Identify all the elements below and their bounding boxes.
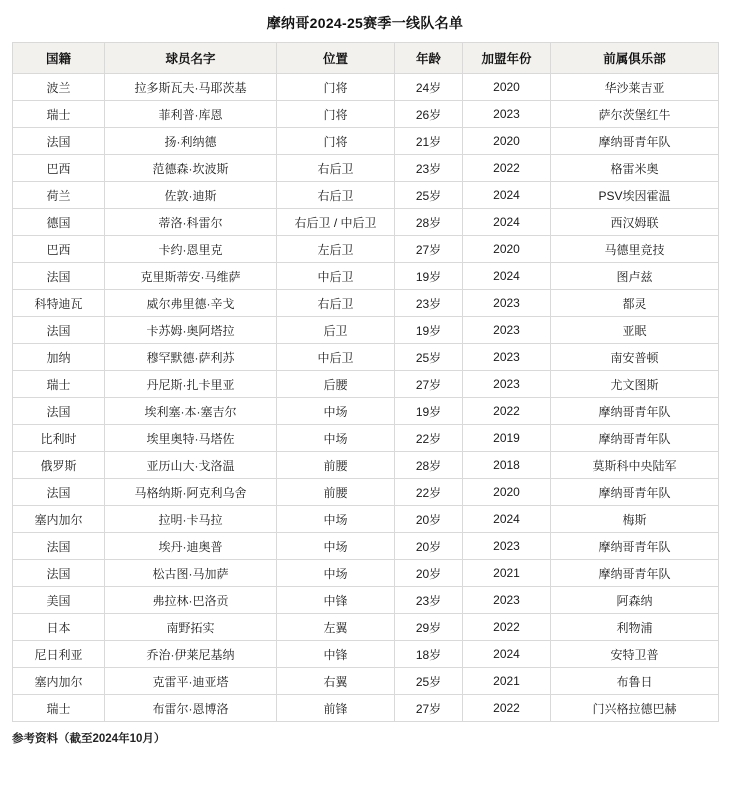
cell-position: 右翼	[277, 668, 395, 695]
cell-previous-club: 莫斯科中央陆军	[551, 452, 719, 479]
cell-player-name: 威尔弗里德·辛戈	[105, 290, 277, 317]
cell-position: 中场	[277, 506, 395, 533]
cell-previous-club: 摩纳哥青年队	[551, 425, 719, 452]
cell-join-year: 2021	[463, 668, 551, 695]
table-row	[13, 317, 719, 344]
table-row	[13, 614, 719, 641]
cell-player-name: 克里斯蒂安·马维萨	[105, 263, 277, 290]
table-row	[13, 398, 719, 425]
cell-nationality: 法国	[13, 533, 105, 560]
cell-age: 20岁	[395, 506, 463, 533]
cell-join-year: 2022	[463, 614, 551, 641]
cell-age: 20岁	[395, 560, 463, 587]
cell-player-name: 穆罕默德·萨利苏	[105, 344, 277, 371]
table-row	[13, 290, 719, 317]
cell-previous-club: 摩纳哥青年队	[551, 479, 719, 506]
cell-age: 23岁	[395, 155, 463, 182]
cell-previous-club: 都灵	[551, 290, 719, 317]
cell-age: 27岁	[395, 695, 463, 722]
cell-join-year: 2024	[463, 263, 551, 290]
table-row	[13, 425, 719, 452]
cell-position: 前锋	[277, 695, 395, 722]
cell-player-name: 南野拓实	[105, 614, 277, 641]
cell-nationality: 法国	[13, 479, 105, 506]
cell-player-name: 卡约·恩里克	[105, 236, 277, 263]
cell-nationality: 瑞士	[13, 101, 105, 128]
cell-join-year: 2018	[463, 452, 551, 479]
cell-nationality: 德国	[13, 209, 105, 236]
cell-position: 中锋	[277, 641, 395, 668]
cell-nationality: 荷兰	[13, 182, 105, 209]
cell-join-year: 2024	[463, 506, 551, 533]
table-body	[13, 74, 719, 722]
cell-age: 23岁	[395, 290, 463, 317]
cell-position: 后卫	[277, 317, 395, 344]
cell-player-name: 埃利塞·本·塞吉尔	[105, 398, 277, 425]
cell-position: 前腰	[277, 479, 395, 506]
table-row	[13, 182, 719, 209]
cell-join-year: 2024	[463, 641, 551, 668]
cell-join-year: 2024	[463, 209, 551, 236]
cell-nationality: 法国	[13, 317, 105, 344]
cell-previous-club: 萨尔茨堡红牛	[551, 101, 719, 128]
cell-nationality: 瑞士	[13, 371, 105, 398]
footnote-text: 参考资料（截至2024年10月）	[12, 733, 166, 745]
cell-player-name: 乔治·伊莱尼基纳	[105, 641, 277, 668]
cell-join-year: 2023	[463, 533, 551, 560]
cell-nationality: 美国	[13, 587, 105, 614]
cell-position: 中后卫	[277, 344, 395, 371]
roster-table	[12, 42, 719, 722]
cell-previous-club: 摩纳哥青年队	[551, 128, 719, 155]
cell-nationality: 巴西	[13, 155, 105, 182]
cell-age: 25岁	[395, 668, 463, 695]
cell-previous-club: 马德里竞技	[551, 236, 719, 263]
cell-age: 24岁	[395, 74, 463, 101]
cell-nationality: 科特迪瓦	[13, 290, 105, 317]
cell-join-year: 2020	[463, 74, 551, 101]
cell-previous-club: 利物浦	[551, 614, 719, 641]
cell-age: 19岁	[395, 317, 463, 344]
cell-position: 门将	[277, 128, 395, 155]
cell-nationality: 波兰	[13, 74, 105, 101]
cell-join-year: 2023	[463, 371, 551, 398]
table-row	[13, 533, 719, 560]
table-row	[13, 506, 719, 533]
table-row	[13, 587, 719, 614]
cell-age: 23岁	[395, 587, 463, 614]
cell-age: 29岁	[395, 614, 463, 641]
cell-position: 中后卫	[277, 263, 395, 290]
table-row	[13, 695, 719, 722]
cell-nationality: 法国	[13, 263, 105, 290]
column-header-join-year: 加盟年份	[463, 43, 551, 74]
cell-age: 18岁	[395, 641, 463, 668]
cell-join-year: 2020	[463, 128, 551, 155]
cell-age: 21岁	[395, 128, 463, 155]
cell-position: 中场	[277, 398, 395, 425]
cell-nationality: 加纳	[13, 344, 105, 371]
cell-nationality: 塞内加尔	[13, 506, 105, 533]
table-header	[13, 43, 719, 74]
table-row	[13, 263, 719, 290]
table-row	[13, 209, 719, 236]
cell-player-name: 蒂洛·科雷尔	[105, 209, 277, 236]
cell-position: 右后卫	[277, 182, 395, 209]
cell-age: 19岁	[395, 398, 463, 425]
cell-age: 28岁	[395, 209, 463, 236]
table-row	[13, 668, 719, 695]
cell-previous-club: 阿森纳	[551, 587, 719, 614]
cell-age: 22岁	[395, 479, 463, 506]
table-row	[13, 236, 719, 263]
cell-join-year: 2024	[463, 182, 551, 209]
cell-previous-club: 亚眠	[551, 317, 719, 344]
cell-previous-club: 尤文图斯	[551, 371, 719, 398]
cell-player-name: 范德森·坎波斯	[105, 155, 277, 182]
cell-nationality: 日本	[13, 614, 105, 641]
cell-player-name: 松古图·马加萨	[105, 560, 277, 587]
cell-player-name: 丹尼斯·扎卡里亚	[105, 371, 277, 398]
cell-position: 右后卫	[277, 290, 395, 317]
cell-nationality: 瑞士	[13, 695, 105, 722]
cell-previous-club: 西汉姆联	[551, 209, 719, 236]
cell-join-year: 2023	[463, 587, 551, 614]
cell-age: 26岁	[395, 101, 463, 128]
table-row	[13, 641, 719, 668]
table-row	[13, 371, 719, 398]
cell-join-year: 2022	[463, 398, 551, 425]
cell-position: 中场	[277, 533, 395, 560]
cell-join-year: 2022	[463, 155, 551, 182]
page-title: 摩纳哥2024-25赛季一线队名单	[266, 15, 464, 31]
table-row	[13, 128, 719, 155]
cell-position: 右后卫 / 中后卫	[277, 209, 395, 236]
cell-previous-club: 门兴格拉德巴赫	[551, 695, 719, 722]
cell-age: 25岁	[395, 182, 463, 209]
table-row	[13, 74, 719, 101]
cell-join-year: 2022	[463, 695, 551, 722]
column-header-player-name: 球员名字	[105, 43, 277, 74]
cell-previous-club: 格雷米奥	[551, 155, 719, 182]
cell-join-year: 2023	[463, 101, 551, 128]
cell-position: 左翼	[277, 614, 395, 641]
cell-age: 20岁	[395, 533, 463, 560]
cell-previous-club: PSV埃因霍温	[551, 182, 719, 209]
cell-age: 22岁	[395, 425, 463, 452]
cell-nationality: 法国	[13, 398, 105, 425]
cell-previous-club: 安特卫普	[551, 641, 719, 668]
cell-position: 前腰	[277, 452, 395, 479]
cell-previous-club: 华沙莱吉亚	[551, 74, 719, 101]
cell-nationality: 巴西	[13, 236, 105, 263]
cell-player-name: 卡苏姆·奥阿塔拉	[105, 317, 277, 344]
cell-position: 中锋	[277, 587, 395, 614]
cell-previous-club: 图卢兹	[551, 263, 719, 290]
cell-join-year: 2019	[463, 425, 551, 452]
cell-previous-club: 摩纳哥青年队	[551, 398, 719, 425]
cell-join-year: 2023	[463, 344, 551, 371]
cell-position: 中场	[277, 560, 395, 587]
cell-previous-club: 摩纳哥青年队	[551, 533, 719, 560]
column-header-age: 年龄	[395, 43, 463, 74]
cell-join-year: 2023	[463, 317, 551, 344]
cell-player-name: 弗拉林·巴洛贡	[105, 587, 277, 614]
cell-player-name: 拉明·卡马拉	[105, 506, 277, 533]
cell-player-name: 克雷平·迪亚塔	[105, 668, 277, 695]
cell-player-name: 亚历山大·戈洛温	[105, 452, 277, 479]
cell-age: 19岁	[395, 263, 463, 290]
cell-player-name: 布雷尔·恩博洛	[105, 695, 277, 722]
cell-previous-club: 布鲁日	[551, 668, 719, 695]
column-header-nationality: 国籍	[13, 43, 105, 74]
table-row	[13, 155, 719, 182]
cell-position: 门将	[277, 101, 395, 128]
cell-age: 28岁	[395, 452, 463, 479]
cell-join-year: 2020	[463, 236, 551, 263]
cell-previous-club: 摩纳哥青年队	[551, 560, 719, 587]
cell-player-name: 埃丹·迪奥普	[105, 533, 277, 560]
cell-position: 左后卫	[277, 236, 395, 263]
cell-nationality: 尼日利亚	[13, 641, 105, 668]
cell-player-name: 佐敦·迪斯	[105, 182, 277, 209]
cell-position: 门将	[277, 74, 395, 101]
cell-player-name: 埃里奥特·马塔佐	[105, 425, 277, 452]
cell-age: 25岁	[395, 344, 463, 371]
cell-join-year: 2020	[463, 479, 551, 506]
cell-player-name: 拉多斯瓦夫·马耶茨基	[105, 74, 277, 101]
table-row	[13, 344, 719, 371]
cell-join-year: 2021	[463, 560, 551, 587]
table-row	[13, 479, 719, 506]
cell-age: 27岁	[395, 371, 463, 398]
cell-previous-club: 梅斯	[551, 506, 719, 533]
cell-nationality: 塞内加尔	[13, 668, 105, 695]
column-header-position: 位置	[277, 43, 395, 74]
cell-previous-club: 南安普顿	[551, 344, 719, 371]
cell-player-name: 马格纳斯·阿克利乌舍	[105, 479, 277, 506]
cell-age: 27岁	[395, 236, 463, 263]
table-row	[13, 452, 719, 479]
table-row	[13, 101, 719, 128]
cell-nationality: 比利时	[13, 425, 105, 452]
cell-player-name: 扬·利纳德	[105, 128, 277, 155]
cell-nationality: 法国	[13, 560, 105, 587]
table-row	[13, 560, 719, 587]
column-header-previous-club: 前属俱乐部	[551, 43, 719, 74]
cell-join-year: 2023	[463, 290, 551, 317]
cell-player-name: 菲利普·库恩	[105, 101, 277, 128]
cell-nationality: 法国	[13, 128, 105, 155]
table-header-row	[13, 43, 719, 74]
cell-nationality: 俄罗斯	[13, 452, 105, 479]
cell-position: 中场	[277, 425, 395, 452]
cell-position: 右后卫	[277, 155, 395, 182]
cell-position: 后腰	[277, 371, 395, 398]
